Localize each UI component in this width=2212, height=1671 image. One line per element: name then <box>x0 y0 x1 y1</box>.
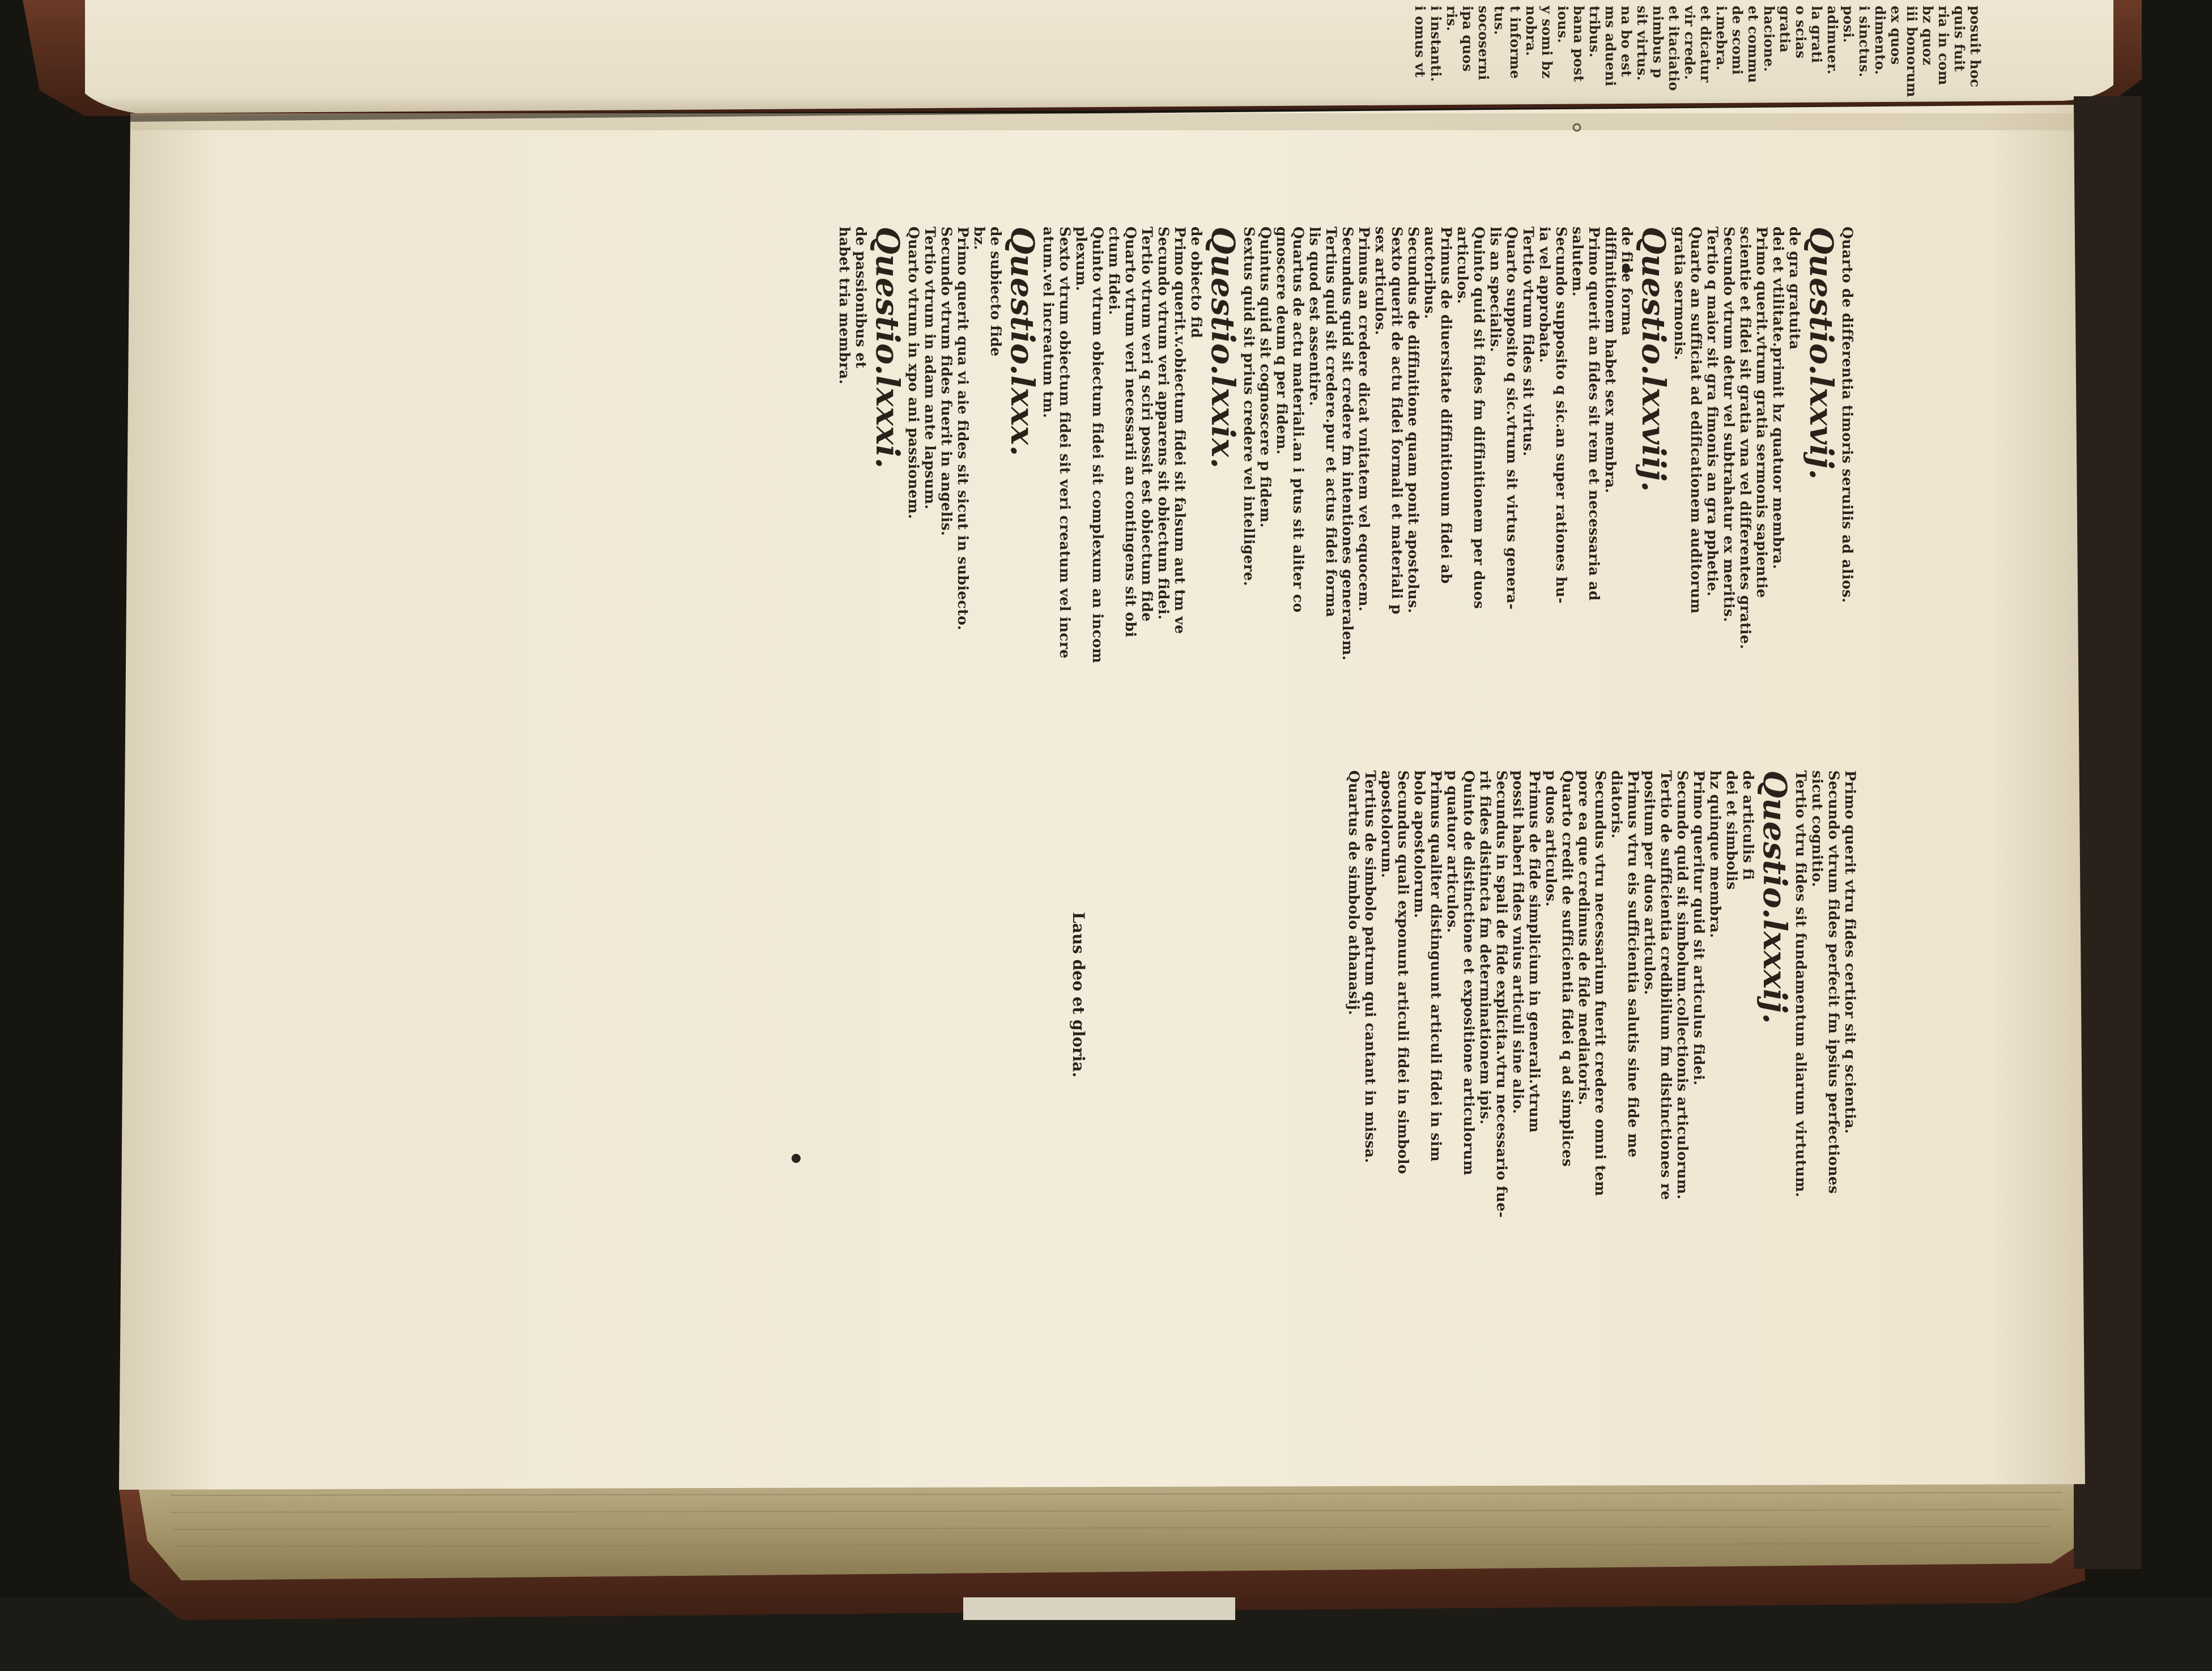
upper-page-line: ms adueni <box>1602 6 1619 87</box>
text-line: Quarto supposito q sic.vtrum sit virtus genera- <box>1504 227 1520 610</box>
text-line: lis an specialis. <box>1487 227 1504 352</box>
text-line: p duos articulos. <box>1543 770 1559 907</box>
upper-page-line: ria in com <box>1935 6 1952 86</box>
text-line: Secundo vtrum veri apparens sit obiectum fidei. <box>1155 227 1172 620</box>
question-heading: Questio.lxxxij. <box>1756 770 1793 1025</box>
text-line: Quarto vtrum in xpo ani passionem. <box>905 227 922 519</box>
upper-page-line: vir crede. <box>1682 6 1698 80</box>
upper-page-line: et itaciatio <box>1666 6 1682 91</box>
text-line: Quinto de distinctione et expositione articulorum <box>1461 770 1477 1176</box>
text-line: Secundo quid sit simbolum.collectionis articulorum. <box>1674 770 1691 1200</box>
text-line: gratia sermonis. <box>1671 227 1688 360</box>
upper-page-line: hacione. <box>1761 6 1777 73</box>
text-line: ia vel approbata. <box>1537 227 1553 363</box>
text-line: Primus de fide simplicium in generali.vtrum <box>1526 770 1543 1133</box>
text-line: diatoris. <box>1609 770 1625 839</box>
text-line: salutem. <box>1569 227 1586 297</box>
text-line: Primo querit.v.obiectum fidei sit falsum aut tm ve <box>1172 227 1188 634</box>
text-line: Secundus quid sit credere fm intentiones generalem. <box>1339 227 1356 661</box>
text-line: Primo queritur quid sit articulus fidei. <box>1691 770 1707 1086</box>
text-line: Quarto credit de sufficientia fidei q ad simplices <box>1559 770 1576 1167</box>
gutter-shadow <box>130 113 2074 130</box>
upper-page-line: gratia <box>1777 6 1793 53</box>
text-line: auctoribus. <box>1422 227 1438 319</box>
text-line: de articulis fi <box>1740 770 1756 880</box>
upper-page-line: la grati <box>1809 6 1825 63</box>
text-line: Secundus de diffinitione quam ponit apostolus. <box>1405 227 1422 613</box>
text-line: Secundus in spali de fide explicita.vtru necessario fue- <box>1494 770 1510 1218</box>
upper-page-line: et dicatur <box>1698 6 1714 83</box>
upper-page-line: adimuer. <box>1824 6 1841 75</box>
text-line: Primo querit.vtrum gratia sermonis sapientie <box>1754 227 1770 598</box>
upper-page-line: ris. <box>1444 6 1460 32</box>
text-line: pore ea que credimus de fide mediatoris. <box>1576 770 1592 1106</box>
text-line: bz. <box>971 227 988 250</box>
text-line: de gra gratuita <box>1786 227 1803 350</box>
upper-page-line: sit virtus. <box>1634 6 1651 81</box>
text-line: diffinitionem habet sex membra. <box>1602 227 1619 493</box>
bookmark-tab <box>963 1597 1235 1620</box>
text-line: gnoscere deum q per fidem. <box>1274 227 1290 455</box>
text-line: dei et simbolis <box>1724 770 1740 890</box>
question-heading: Questio.lxxx. <box>1003 227 1041 457</box>
colophon: Laus deo et gloria. <box>1069 912 1088 1078</box>
text-line: Quinto quid sit fides fm diffinitionem per duos <box>1471 227 1487 609</box>
text-line: Secundus vtru necessarium fuerit credere omni tem <box>1592 770 1609 1196</box>
upper-page-line: et commu <box>1745 6 1762 83</box>
upper-page-line: tus. <box>1491 6 1508 36</box>
upper-page-line: na bo est <box>1618 6 1635 77</box>
text-line: Tertius quid sit credere.pur et actus fidei forma <box>1323 227 1339 617</box>
main-page <box>119 105 2085 1490</box>
upper-page-line: socoserni <box>1475 6 1492 80</box>
text-line: de obiecto fid <box>1188 227 1205 339</box>
upper-page-line: y somi bz <box>1539 6 1555 79</box>
text-line: de passionibus et <box>853 227 869 369</box>
text-line: Quartus de simbolo athanasij. <box>1346 770 1362 1016</box>
text-line: Primo querit qua vi aie fides sit sicut in subiecto. <box>955 227 971 630</box>
text-line: Sextus quid sit prius credere vel intelligere. <box>1241 227 1257 586</box>
text-line: de fide forma <box>1619 227 1635 336</box>
text-line: Sexto querit de actu fidei formali et materiali p <box>1389 227 1405 615</box>
upper-page-line: o scias <box>1793 6 1809 59</box>
text-line: hz quinque membra. <box>1707 770 1724 939</box>
upper-page-line: nimbus p <box>1650 6 1666 79</box>
text-line: de subiecto fide <box>988 227 1004 357</box>
upper-page-line: ipa quos <box>1460 6 1476 72</box>
upper-page-line: bz quoz <box>1920 6 1936 66</box>
upper-page-line: ious. <box>1555 6 1571 44</box>
text-line: Tertio vtru fides sit fundamentum aliarum virtutum. <box>1793 770 1809 1197</box>
text-line: sicut cognitio. <box>1809 770 1826 888</box>
text-line: Primo querit vtru fides certior sit q scientia. <box>1842 770 1858 1134</box>
text-line: Secundus quali exponunt articuli fidei in simbolo <box>1395 770 1411 1174</box>
text-line: Secundo vtrum fides fuerit in angelis. <box>938 227 955 536</box>
text-line: Secundo vtrum detur vel subtrahatur ex meritis. <box>1721 227 1737 623</box>
upper-page-line: t informe <box>1507 6 1524 79</box>
text-line: Tertio vtrum fides sit virtus. <box>1520 227 1537 457</box>
text-line: Quarto de differentia timoris seruilis ad alios. <box>1839 227 1856 603</box>
text-line: Primus de diuersitate diffinitionum fidei ab <box>1438 227 1454 584</box>
upper-page-line: tribus. <box>1586 6 1603 58</box>
text-line: atum.vel increatum tm. <box>1040 227 1057 419</box>
ink-speck <box>1622 265 1630 273</box>
text-line: Quarto vtrum veri necessarii an contingens sit obi <box>1122 227 1139 638</box>
upper-page-line: de scomi <box>1729 6 1746 75</box>
text-line: Quinto vtrum obiectum fidei sit complexum an incom <box>1090 227 1106 664</box>
text-line: dei et vtilitate.primit hz quatuor membra. <box>1770 227 1786 569</box>
ink-speck <box>792 1154 801 1163</box>
text-line: possit haberi fides vnius articuli sine alio. <box>1510 770 1526 1114</box>
text-line: scientie et fidei sit gratia vna vel differentes gratie. <box>1737 227 1754 650</box>
text-line: Primus an credere dicat vnitatem vel equocem. <box>1356 227 1372 612</box>
text-line: articulos. <box>1454 227 1471 304</box>
text-line: Primus qualiter distinguunt articuli fidei in sim <box>1428 770 1444 1162</box>
text-line: lis quod est assentire. <box>1307 227 1323 406</box>
text-line: Quartus de actu materiali.an i ptus sit aliter co <box>1290 227 1307 613</box>
upper-page-line: posuit hoc <box>1967 6 1984 88</box>
text-line: p quatuor articulos. <box>1444 770 1461 933</box>
text-line: Tertio vtrum veri q sciri possit est obiectum fide <box>1139 227 1155 622</box>
text-line: Quarto an sufficiat ad edificationem auditorum <box>1688 227 1704 614</box>
upper-page-line: quis fuit <box>1951 6 1968 72</box>
text-line: ctum fidei. <box>1106 227 1122 316</box>
question-heading: Questio.lxxxi. <box>869 227 906 469</box>
text-line: rit fides distincta fm determinationem ipis. <box>1477 770 1494 1125</box>
text-line: plexum. <box>1073 227 1090 291</box>
question-heading: Questio.lxxvij. <box>1802 227 1840 480</box>
text-line: Tertio vtrum in adam ante lapsum. <box>922 227 938 510</box>
text-line: Secundo vtrum fides perfecit fm ipsius perfectiones <box>1826 770 1842 1194</box>
text-line: Secundo supposito q sic.an super rationes hu- <box>1553 227 1569 604</box>
upper-page-line: iii bonorum <box>1904 6 1920 97</box>
upper-page-line: i sinctus. <box>1856 6 1873 78</box>
upper-page <box>85 0 2113 113</box>
upper-page-line: i instanti. <box>1428 6 1444 82</box>
question-heading: Questio.lxxix. <box>1204 227 1241 469</box>
upper-page-line: ex quos <box>1888 6 1904 65</box>
upper-page-line: i.mebra. <box>1713 6 1730 71</box>
text-line: habet tria membra. <box>836 227 853 385</box>
text-line: apostolorum. <box>1379 770 1395 879</box>
upper-page-line: posi. <box>1840 6 1857 43</box>
text-line: Tertius de simbolo patrum qui cantant in missa. <box>1362 770 1379 1163</box>
text-line: positum per duos articulos. <box>1641 770 1658 995</box>
text-line: bolo apostolorum. <box>1411 770 1428 919</box>
text-line: Primus vtru eis sufficientia salutis sine fide me <box>1625 770 1641 1158</box>
text-line: Sexto vtrum obiectum fidei sit veri creatum vel incre <box>1057 227 1073 659</box>
text-line: Primo querit an fides sit rem et necessaria ad <box>1586 227 1602 601</box>
text-line: Tertio de sufficientia credibilium fm distinctiones re <box>1658 770 1674 1200</box>
text-line: sex articulos. <box>1372 227 1389 335</box>
upper-page-line: i omus vt <box>1412 6 1428 78</box>
upper-page-line: dimento. <box>1872 6 1888 75</box>
text-line: Quintus quid sit cognoscere p fidem. <box>1257 227 1274 528</box>
text-line: Tertio q maior sit gra fimonis an gra pphetie. <box>1704 227 1721 597</box>
upper-page-line: bana post <box>1571 6 1587 82</box>
question-heading: Questio.lxxviij. <box>1635 227 1672 492</box>
upper-page-line: nobra. <box>1523 6 1539 57</box>
